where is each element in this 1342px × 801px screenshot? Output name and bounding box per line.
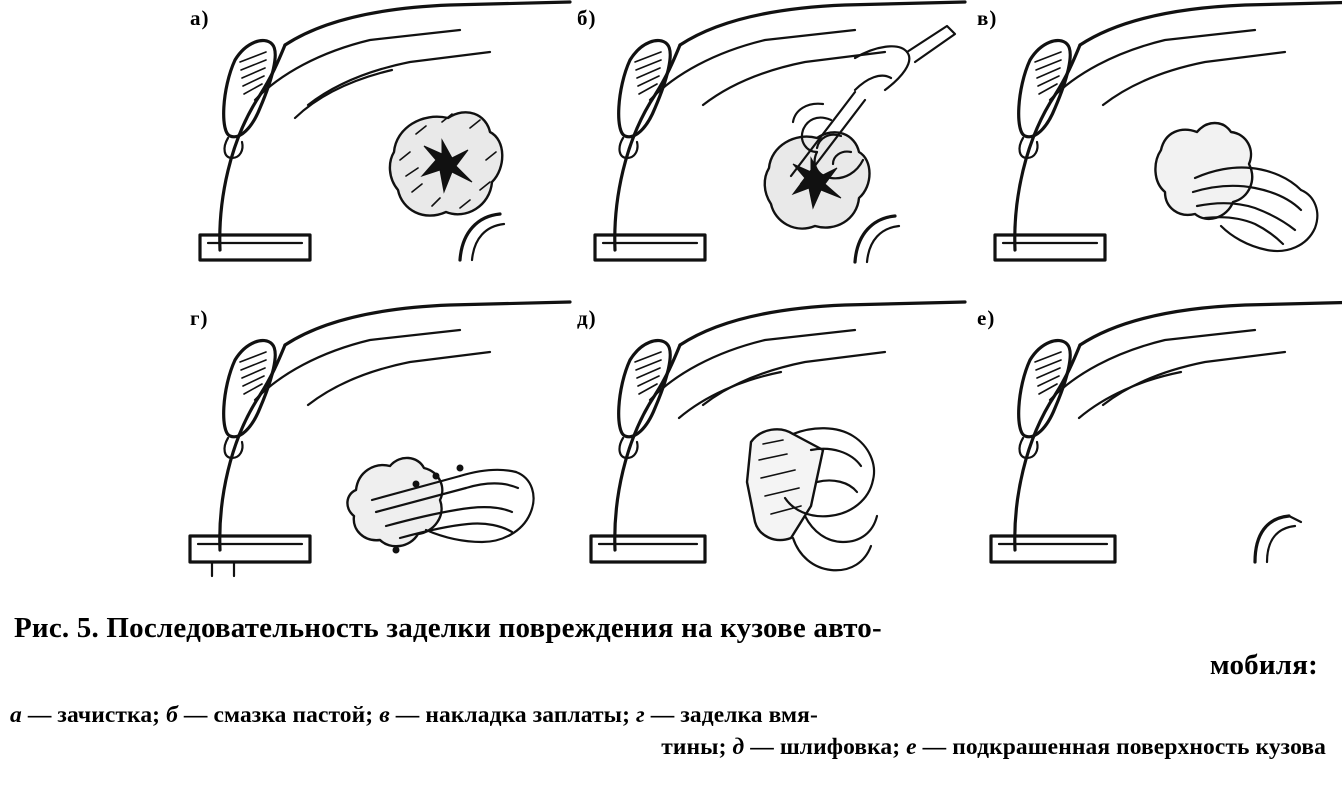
caption-main [0,610,1342,684]
sandpaper-block [747,429,823,540]
legend-text-v: накладка заплаты; [425,702,636,729]
damage-patch-area [390,112,502,215]
panel-a-drawing [160,0,580,290]
panel-f [955,300,1342,590]
panel-e [555,300,975,590]
mirror-shape [619,41,671,158]
panel-a [160,0,580,290]
mirror-shape [224,41,276,158]
panel-b-label: б) [577,6,597,30]
panel-c [955,0,1342,290]
legend-text-d: шлифовка; [779,733,907,760]
caption-legend-line-1 [10,700,1332,731]
mirror-shape [1019,41,1071,158]
legend-text-b: смазка пастой; [213,702,380,729]
legend-mark-a: а [10,702,22,729]
panel-a-label: а) [190,6,210,30]
legend-dash-e: — [916,733,953,760]
panel-e-label: д) [577,306,597,330]
caption-legend [0,700,1342,763]
legend-dash-b: — [177,702,214,729]
legend-text-a: зачистка; [57,702,167,729]
panel-f-label: е) [977,306,996,330]
legend-dash-a: — [21,702,58,729]
wheel-arch [855,216,899,262]
car-body-outline [991,302,1342,562]
caption-legend-line-2 [10,732,1332,763]
panel-d-drawing [160,300,580,590]
caption-line-2: мобиля: [1209,649,1318,682]
figure-caption [0,610,1342,763]
panel-c-label: в) [977,6,998,30]
legend-mark-g: г [635,702,645,729]
car-body-outline [995,2,1342,260]
legend-dash-v: — [389,702,426,729]
legend-text-g-cont: тины; [661,733,733,760]
legend-dash-g: — [644,702,681,729]
legend-dash-d: — [744,733,780,760]
putty-area [347,458,442,546]
legend-mark-d: д [732,733,745,760]
caption-line-1: Рис. 5. Последовательность заделки повреждения на кузове авто- [14,612,882,644]
wheel-arch [1255,516,1301,562]
mirror-shape [224,341,276,458]
mirror-shape [619,341,671,458]
hand-with-spatula [791,26,955,184]
mirror-shape [1019,341,1071,458]
legend-mark-v: в [379,702,390,729]
legend-text-e: подкрашенная поверхность кузова [952,733,1326,760]
panel-b [555,0,975,290]
panel-c-drawing [955,0,1342,290]
legend-mark-b: б [166,702,178,729]
panel-b-drawing [555,0,975,290]
wheel-arch [460,214,504,260]
panel-f-drawing [955,300,1342,590]
panel-d-label: г) [190,306,209,330]
legend-text-g: заделка вмя- [680,702,818,729]
panel-d [160,300,580,590]
legend-mark-e: е [906,733,917,760]
panel-e-drawing [555,300,975,590]
